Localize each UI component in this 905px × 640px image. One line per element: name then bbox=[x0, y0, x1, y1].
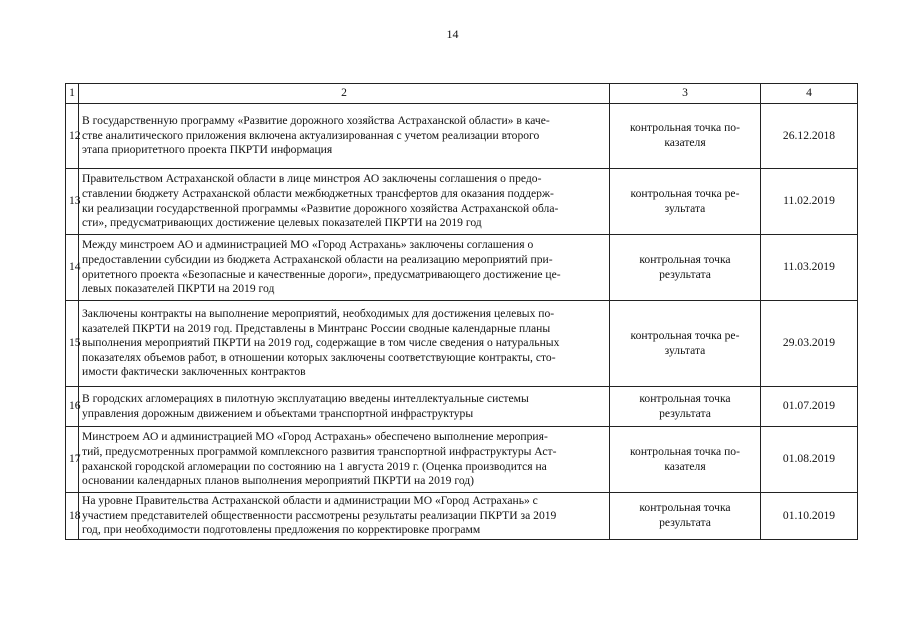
milestone-type-line: контрольная точка bbox=[639, 391, 731, 405]
row-description bbox=[79, 169, 610, 235]
description-line: левых показателей ПКРТИ на 2019 год bbox=[82, 282, 275, 296]
milestone-type-line: казателя bbox=[664, 459, 706, 473]
row-number: 18 bbox=[66, 493, 79, 540]
milestone-type-line: зультата bbox=[664, 201, 706, 215]
description-line: стве аналитического приложения включена актуализированная с учетом реализации второго bbox=[82, 128, 540, 142]
description-line: имости фактически заключенных контрактов bbox=[82, 365, 306, 379]
milestone-type-line: зультата bbox=[664, 343, 706, 357]
column-header-3: 3 bbox=[610, 84, 761, 104]
row-date: 01.07.2019 bbox=[761, 387, 858, 427]
row-description bbox=[79, 493, 610, 540]
description-line: раханской городской агломерации по состоянию на 1 августа 2019 г. (Оценка производится на bbox=[82, 459, 547, 473]
row-number: 14 bbox=[66, 235, 79, 301]
description-line: показателях объемов работ, в отношении которых заключены соответствующие контракты, сто- bbox=[82, 350, 556, 364]
milestone-type-line: контрольная точка ре- bbox=[630, 186, 740, 200]
table-row bbox=[66, 104, 858, 169]
table-header bbox=[66, 84, 858, 104]
table-row bbox=[66, 493, 858, 540]
row-description bbox=[79, 427, 610, 493]
milestone-type-line: казателя bbox=[664, 136, 706, 149]
description-line: На уровне Правительства Астраханской области и администрации МО «Город Астрахань» с bbox=[82, 494, 538, 508]
description-line: ки реализации государственной программы «Развитие дорожного хозяйства Астраханской обла- bbox=[82, 201, 559, 215]
description-line: В городских агломерациях в пилотную эксплуатацию введены интеллектуальные системы bbox=[82, 391, 529, 405]
header-row bbox=[66, 84, 858, 104]
row-number: 17 bbox=[66, 427, 79, 493]
row-description bbox=[79, 387, 610, 427]
table-row bbox=[66, 427, 858, 493]
row-description bbox=[79, 301, 610, 387]
milestone-type-line: результата bbox=[659, 516, 711, 529]
description-line: оритетного проекта «Безопасные и качественные дороги», предусматривающего достижение це- bbox=[82, 267, 561, 281]
description-line: казателей ПКРТИ на 2019 год. Представлены в Минтранс России сводные календарные планы bbox=[82, 321, 551, 335]
row-milestone-type bbox=[610, 387, 761, 427]
table-body bbox=[66, 104, 858, 540]
row-milestone-type bbox=[610, 169, 761, 235]
table-row bbox=[66, 169, 858, 235]
row-milestone-type bbox=[610, 493, 761, 540]
description-line: год, при необходимости подготовлены предложения по корректировке программ bbox=[82, 523, 481, 537]
row-milestone-type bbox=[610, 301, 761, 387]
description-line: выполнения мероприятий ПКРТИ на 2019 год, содержащие в том числе сведения о натуральных bbox=[82, 336, 560, 350]
table-row bbox=[66, 235, 858, 301]
row-description bbox=[79, 104, 610, 169]
description-line: участием представителей общественности рассмотрены результаты реализации ПКРТИ за 2019 bbox=[82, 508, 557, 522]
description-line: В государственную программу «Развитие дорожного хозяйства Астраханской области» в каче- bbox=[82, 114, 550, 128]
table-row bbox=[66, 301, 858, 387]
description-line: ставлении бюджету Астраханской области межбюджетных трансфертов для оказания поддерж- bbox=[82, 186, 554, 200]
description-line: этапа приоритетного проекта ПКРТИ информация bbox=[82, 143, 333, 157]
row-date: 11.03.2019 bbox=[761, 235, 858, 301]
row-date: 11.02.2019 bbox=[761, 169, 858, 235]
column-header-2: 2 bbox=[79, 84, 610, 104]
column-header-1: 1 bbox=[66, 84, 79, 104]
table-row bbox=[66, 387, 858, 427]
description-line: сти», предусматривающих достижение целевых показателей ПКРТИ на 2019 год bbox=[82, 216, 482, 230]
description-line: Заключены контракты на выполнение мероприятий, необходимых для достижения целевых по- bbox=[82, 307, 555, 321]
page-number: 14 bbox=[446, 27, 459, 41]
row-milestone-type bbox=[610, 104, 761, 169]
description-line: Минстроем АО и администрацией МО «Город Астрахань» обеспечено выполнение мероприя- bbox=[82, 430, 548, 444]
milestone-type-line: контрольная точка по- bbox=[630, 121, 740, 135]
milestones-table bbox=[65, 83, 858, 540]
row-milestone-type bbox=[610, 427, 761, 493]
row-number: 15 bbox=[66, 301, 79, 387]
milestone-type-line: результата bbox=[659, 406, 711, 420]
row-number: 13 bbox=[66, 169, 79, 235]
row-date: 26.12.2018 bbox=[761, 104, 858, 169]
row-number: 16 bbox=[66, 387, 79, 427]
milestone-type-line: контрольная точка bbox=[639, 501, 731, 515]
description-line: Правительством Астраханской области в лице минстроя АО заключены соглашения о предо- bbox=[82, 172, 542, 186]
description-line: основании календарных планов выполнения мероприятий ПКРТИ на 2019 год) bbox=[82, 474, 475, 488]
milestone-type-line: контрольная точка по- bbox=[630, 444, 740, 458]
milestone-type-line: контрольная точка ре- bbox=[630, 328, 740, 342]
row-date: 01.08.2019 bbox=[761, 427, 858, 493]
description-line: управления дорожным движением и объектами транспортной инфраструктуры bbox=[82, 406, 474, 420]
row-number: 12 bbox=[66, 104, 79, 169]
description-line: Между минстроем АО и администрацией МО «Город Астрахань» заключены соглашения о bbox=[82, 238, 534, 252]
milestone-type-line: результата bbox=[659, 267, 711, 281]
row-date: 01.10.2019 bbox=[761, 493, 858, 540]
row-date: 29.03.2019 bbox=[761, 301, 858, 387]
milestone-type-line: контрольная точка bbox=[639, 252, 731, 266]
row-description bbox=[79, 235, 610, 301]
row-milestone-type bbox=[610, 235, 761, 301]
column-header-4: 4 bbox=[761, 84, 858, 104]
description-line: тий, предусмотренных программой комплексного развития транспортной инфраструктуры Аст- bbox=[82, 444, 557, 458]
description-line: предоставлении субсидии из бюджета Астраханской области на реализацию мероприятий при- bbox=[82, 252, 553, 266]
